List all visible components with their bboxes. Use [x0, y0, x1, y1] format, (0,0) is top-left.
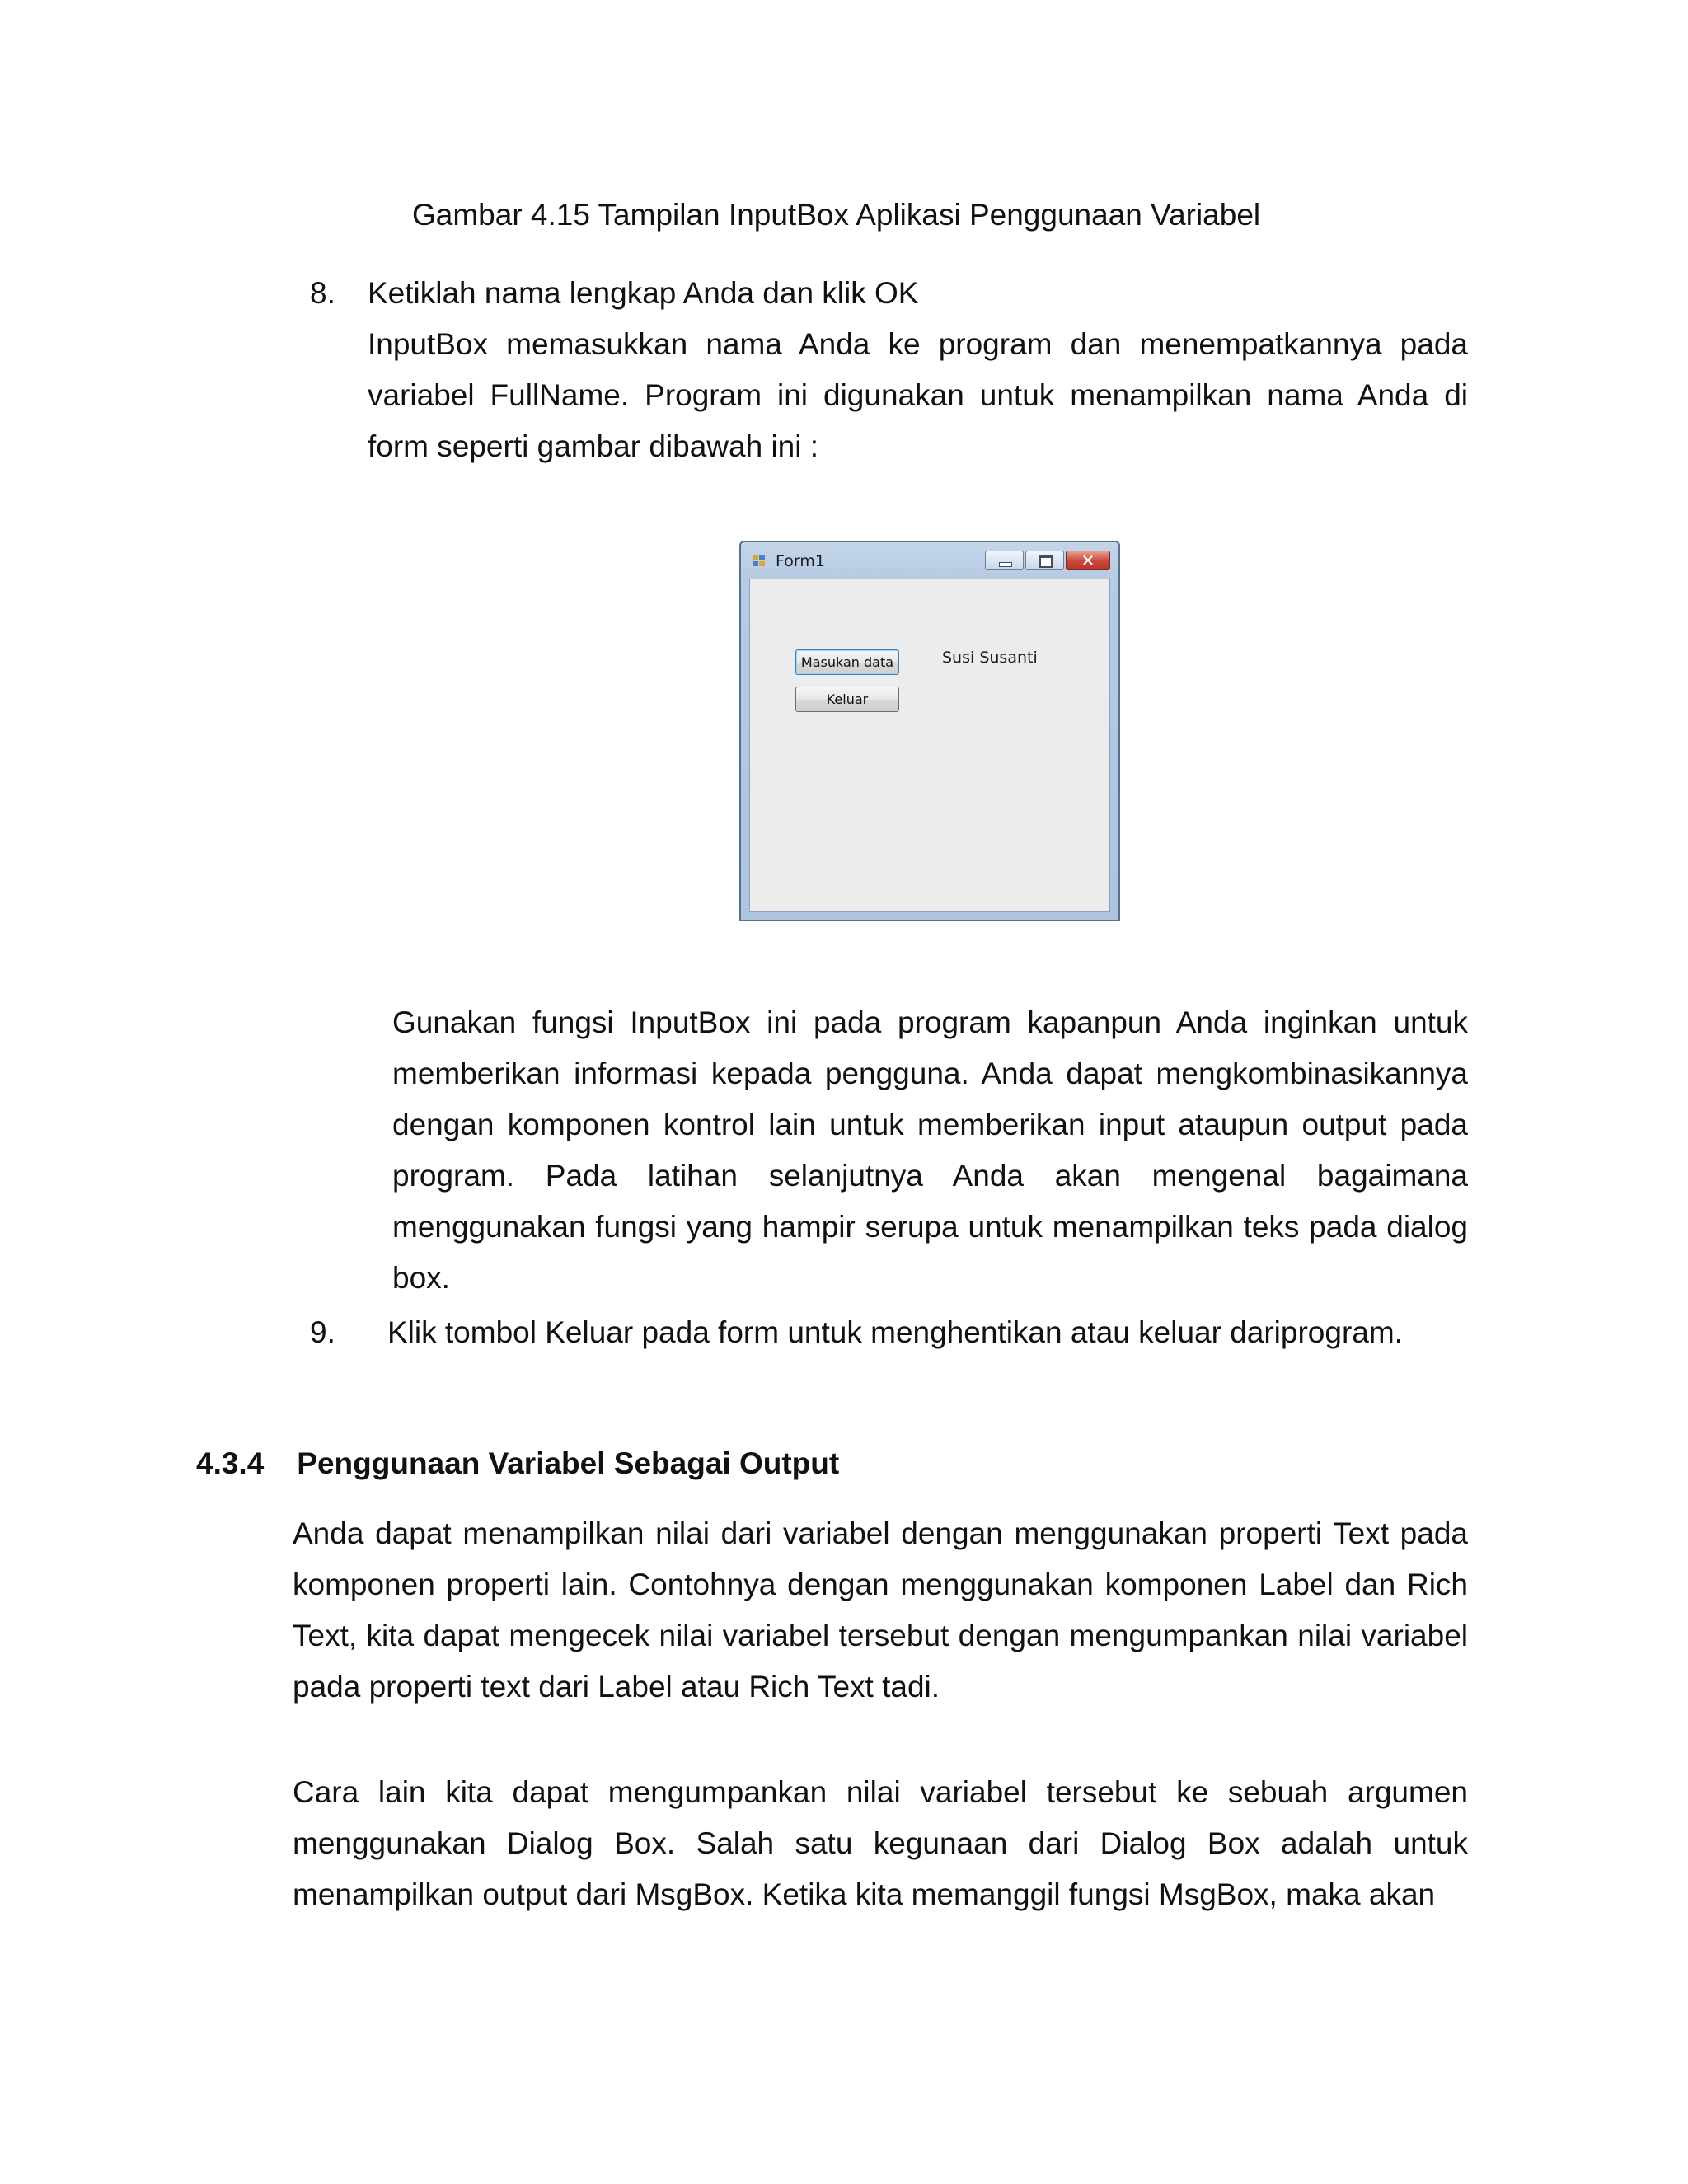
- figure-caption: Gambar 4.15 Tampilan InputBox Aplikasi Penggunaan Variabel: [412, 198, 1261, 232]
- minimize-icon[interactable]: [985, 551, 1024, 570]
- title-bar[interactable]: [741, 542, 1118, 579]
- close-glyph: ✕: [1081, 551, 1095, 570]
- form-app-icon: [753, 555, 766, 567]
- keluar-button[interactable]: Keluar: [795, 687, 899, 712]
- step-number: 8.: [310, 276, 335, 310]
- form1-window: [739, 541, 1120, 921]
- step-number: 9.: [310, 1315, 335, 1349]
- masukan-data-button[interactable]: Masukan data: [795, 649, 899, 675]
- paragraph-1: [293, 1508, 1468, 1713]
- paragraph-2: [293, 1767, 1468, 1920]
- paragraph-2-text: Cara lain kita dapat mengumpankan nilai variabel tersebut ke sebuah argumen menggunakan Dialog Box. Salah satu kegunaan dari Dialog Box adalah untuk menampilkan output dari MsgBox. Ketika kita memanggil fungsi MsgBox, maka akan: [293, 1775, 1468, 1911]
- step-title: Klik tombol Keluar pada form untuk menghentikan atau keluar dariprogram.: [387, 1315, 1403, 1349]
- step-title: Ketiklah nama lengkap Anda dan klik OK: [368, 276, 919, 310]
- explanation-paragraph: [392, 997, 1468, 1304]
- paragraph-1-text: Anda dapat menampilkan nilai dari variabel dengan menggunakan properti Text pada komponen properti lain. Contohnya dengan menggunakan komponen Label dan Rich Text, kita dapat mengecek nilai variabel tersebut dengan mengumpankan nilai variabel pada properti text dari Label atau Rich Text tadi.: [293, 1516, 1468, 1704]
- window-title: Form1: [776, 552, 825, 570]
- step-body: [368, 319, 1468, 472]
- form-client-area: [749, 579, 1110, 912]
- section-number: 4.3.4: [196, 1446, 265, 1480]
- section-heading: [196, 1438, 839, 1489]
- section-title: Penggunaan Variabel Sebagai Output: [297, 1446, 840, 1480]
- close-icon[interactable]: [1066, 551, 1110, 570]
- step-body-text: InputBox memasukkan nama Anda ke program dan menempatkannya pada variabel FullName. Program ini digunakan untuk menampilkan nama Anda di form seperti gambar dibawah ini :: [368, 327, 1468, 463]
- explanation-text: Gunakan fungsi InputBox ini pada program kapanpun Anda inginkan untuk memberikan informasi kepada pengguna. Anda dapat mengkombinasikannya dengan komponen kontrol lain untuk memberikan input ataupun output pada program. Pada latihan selanjutnya Anda akan mengenal bagaimana menggunakan fungsi yang hampir serupa untuk menampilkan teks pada dialog box.: [392, 1005, 1468, 1295]
- name-output-label: Susi Susanti: [942, 649, 1038, 667]
- maximize-icon[interactable]: [1025, 551, 1064, 570]
